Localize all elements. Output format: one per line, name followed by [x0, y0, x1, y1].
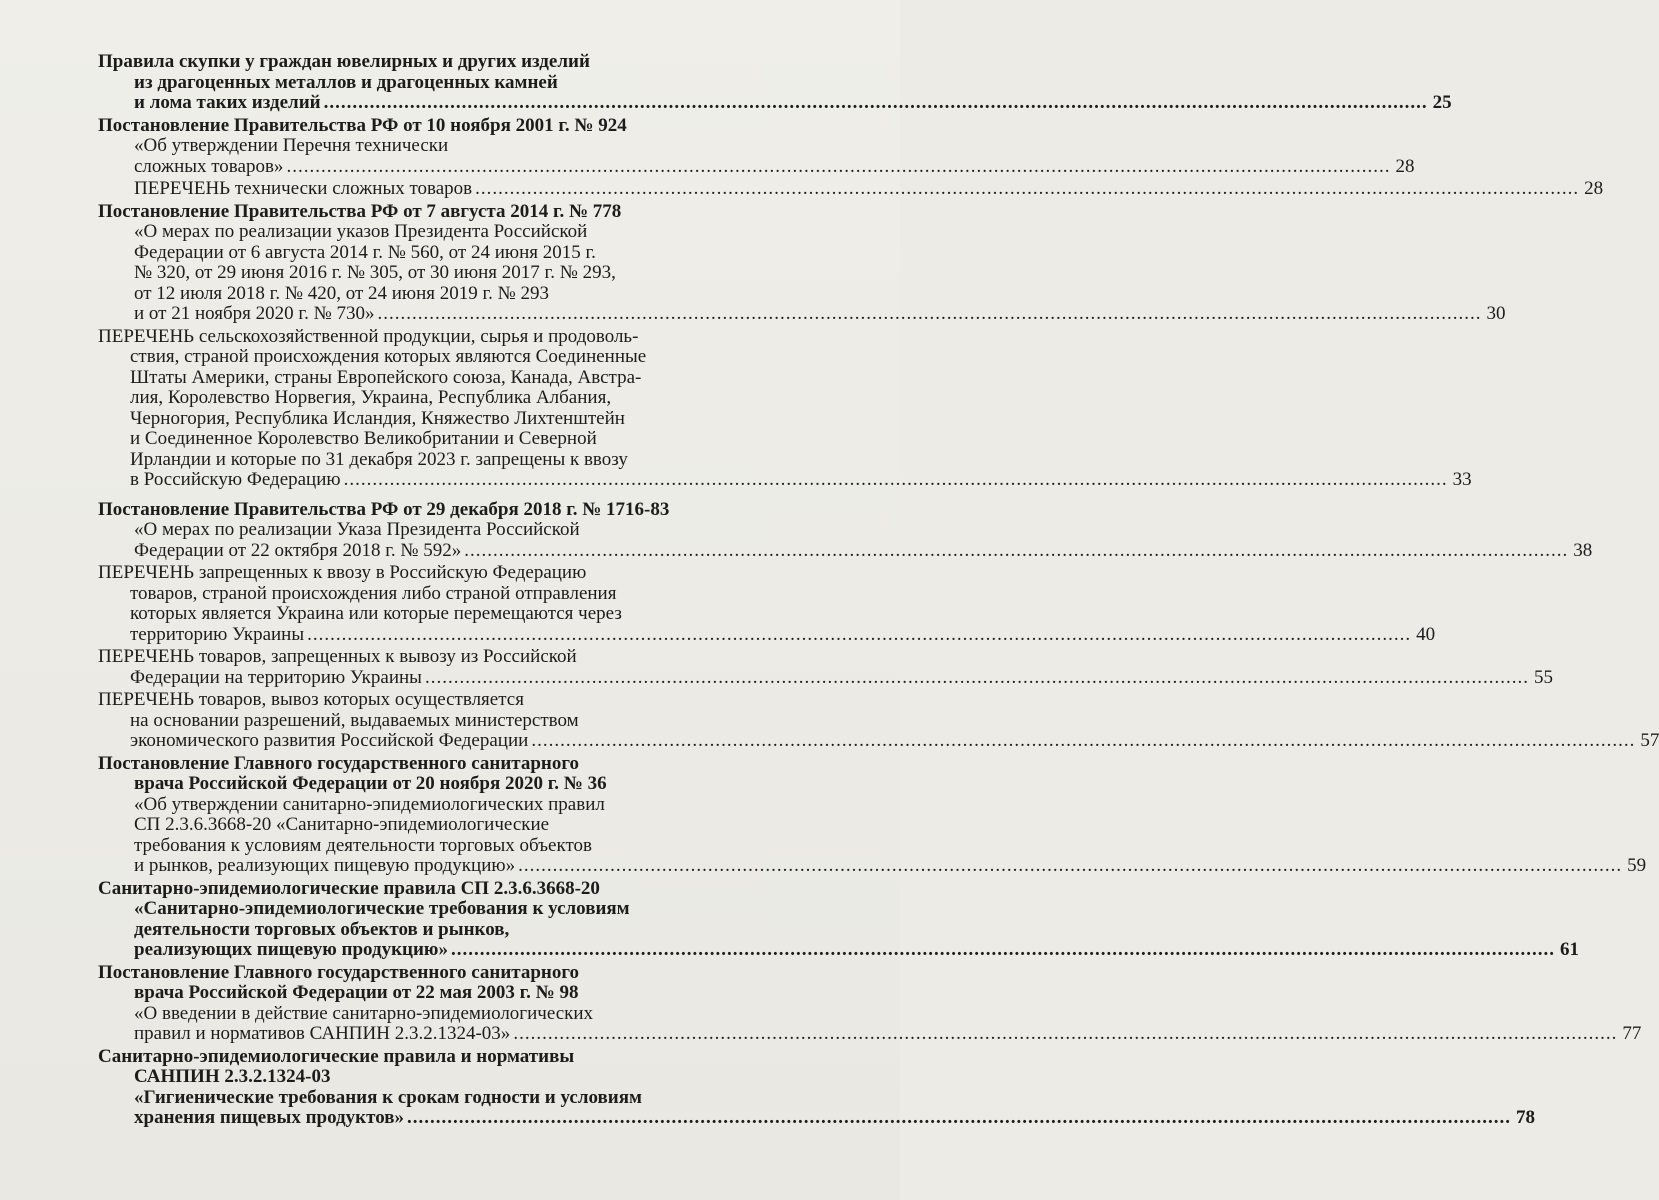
toc-line [98, 836, 868, 857]
toc-line [98, 711, 868, 732]
toc-line [98, 409, 868, 430]
toc-line-text: ПЕРЕЧЕНЬ технически сложных товаров [134, 178, 473, 199]
toc-line-text: Санитарно-эпидемиологические правила и нормативы [98, 1045, 575, 1067]
toc-line [98, 983, 868, 1004]
toc-line-text: врача Российской Федерации от 20 ноября 2020 г. № 36 [134, 773, 607, 794]
toc-line-text: сложных товаров» [134, 155, 284, 177]
toc-line [98, 155, 1415, 178]
toc-line [98, 879, 868, 900]
toc-line [98, 1023, 1642, 1045]
page-number: 59 [1627, 855, 1647, 876]
toc-line-text: Черногория, Республика Исландия, Княжество Лихтенштейн [130, 407, 625, 429]
toc-line-text: Правила скупки у граждан ювелирных и других изделий [98, 51, 590, 72]
toc-line [98, 520, 868, 541]
page-number: 33 [1452, 469, 1472, 490]
toc-line-text: Постановление Правительства РФ от 7 августа 2014 г. № 778 [98, 200, 622, 222]
toc-line [98, 1004, 868, 1025]
toc-line-text: ПЕРЕЧЕНЬ запрещенных к ввозу в Российскую Федерацию [98, 562, 587, 583]
page-number: 38 [1573, 539, 1593, 561]
toc-line-text: территорию Украины [130, 623, 305, 645]
toc-line [98, 754, 868, 775]
dot-leader [344, 470, 1448, 491]
page-number: 57 [1640, 730, 1659, 751]
toc-entry [98, 689, 1659, 752]
toc-entry [98, 961, 1642, 1045]
toc-line-text: Ирландии и которые по 31 декабря 2023 г. запрещены к ввозу [130, 448, 628, 470]
toc-line-text: экономического развития Российской Федерации [130, 730, 529, 751]
toc-line-text: и лома таких изделий [134, 92, 321, 113]
dot-leader [513, 1024, 1617, 1045]
toc-line [98, 222, 868, 243]
toc-line [98, 963, 868, 984]
toc-entry [98, 646, 1553, 688]
toc-entry [98, 562, 1436, 645]
toc-line [98, 584, 868, 605]
toc-line [98, 774, 868, 795]
toc-line-text: СП 2.3.6.3668-20 «Санитарно-эпидемиологические [134, 814, 550, 835]
toc-line [98, 450, 868, 471]
toc-line-text: от 12 июля 2018 г. № 420, от 24 июня 2019 г. № 293 [134, 282, 550, 304]
toc-line [98, 730, 1659, 752]
toc-line-text: ПЕРЕЧЕНЬ товаров, запрещенных к вывозу из Российской [98, 646, 577, 667]
toc-line-text: деятельности торговых объектов и рынков, [134, 918, 510, 940]
toc-line-text: требования к условиям деятельности торговых объектов [134, 834, 592, 856]
toc-entry [98, 498, 1593, 562]
dot-leader [407, 1108, 1511, 1129]
toc-line [98, 690, 868, 711]
dot-leader [475, 179, 1579, 200]
toc-line-text: «Санитарно-эпидемиологические требования к условиям [134, 898, 630, 919]
toc-line [98, 563, 868, 584]
page-number: 25 [1432, 92, 1452, 113]
table-of-contents [98, 51, 1659, 1131]
toc-line-text: Штаты Америки, страны Европейского союза, Канада, Австра- [130, 366, 642, 388]
dot-leader [464, 541, 1568, 562]
dot-leader [518, 856, 1622, 877]
toc-line-text: лия, Королевство Норвегия, Украина, Республика Албания, [130, 387, 612, 408]
toc-line-text: и рынков, реализующих пищевую продукцию» [134, 855, 516, 876]
toc-line-text: № 320, от 29 июня 2016 г. № 305, от 30 июня 2017 г. № 293, [134, 262, 616, 283]
dot-leader [286, 157, 1390, 178]
dot-leader [451, 940, 1555, 961]
toc-line-text: «Гигиенические требования к срокам годности и условиям [134, 1086, 642, 1108]
toc-line-text: Постановление Главного государственного санитарного [98, 752, 580, 774]
dot-leader [425, 668, 1529, 689]
toc-line [98, 899, 868, 920]
toc-line-text: «О мерах по реализации указов Президента Российской [134, 221, 588, 242]
toc-line-text: «Об утверждении Перечня технически [134, 135, 449, 156]
toc-line [98, 178, 1604, 200]
toc-line-text: которых является Украина или которые перемещаются через [130, 603, 622, 624]
page-number: 40 [1416, 623, 1436, 645]
page-number: 77 [1622, 1023, 1642, 1044]
toc-line-text: ПЕРЕЧЕНЬ товаров, вывоз которых осуществляется [98, 689, 524, 710]
toc-line-text: врача Российской Федерации от 22 мая 2003 г. № 98 [134, 982, 579, 1003]
toc-line-text: Постановление Правительства РФ от 29 декабря 2018 г. № 1716-83 [98, 498, 670, 520]
toc-entry [98, 114, 1415, 178]
dot-leader [377, 304, 1481, 325]
toc-line-text: ствия, страной происхождения которых являются Соединенные [130, 346, 647, 367]
toc-line-text: Постановление Правительства РФ от 10 ноября 2001 г. № 924 [98, 114, 627, 136]
toc-line [98, 1107, 1535, 1129]
page-number: 55 [1533, 666, 1553, 688]
toc-line-text: «Об утверждении санитарно-эпидемиологических правил [134, 793, 605, 815]
toc-line [98, 73, 868, 94]
dot-leader [324, 93, 1428, 114]
toc-line [98, 1047, 868, 1068]
toc-line [98, 855, 1647, 877]
toc-line [98, 815, 868, 836]
dot-leader [307, 625, 1411, 646]
toc-line-text: реализующих пищевую продукцию» [134, 939, 448, 960]
toc-line [98, 263, 868, 284]
toc-line-text: ПЕРЕЧЕНЬ сельскохозяйственной продукции, сырья и продоволь- [98, 325, 639, 347]
toc-line-text: правил и нормативов САНПИН 2.3.2.1324-03» [134, 1023, 511, 1044]
toc-line-text: САНПИН 2.3.2.1324-03 [134, 1066, 331, 1087]
toc-line [98, 647, 868, 668]
toc-line [98, 388, 868, 409]
toc-line-text: «О мерах по реализации Указа Президента Российской [134, 519, 580, 540]
toc-line [98, 92, 1452, 114]
toc-line [98, 202, 868, 223]
toc-line [98, 347, 868, 368]
toc-line [98, 920, 868, 941]
toc-line [98, 500, 868, 521]
toc-line [98, 243, 868, 264]
toc-line-text: Федерации от 6 августа 2014 г. № 560, от 24 июня 2015 г. [134, 241, 596, 263]
toc-line [98, 327, 868, 348]
toc-line [98, 303, 1506, 325]
toc-line-text: в Российскую Федерацию [130, 469, 341, 490]
toc-line [98, 623, 1436, 646]
toc-line-text: «О введении в действие санитарно-эпидемиологических [134, 1002, 594, 1024]
toc-line-text: товаров, страной происхождения либо страной отправления [130, 582, 617, 604]
toc-line-text: на основании разрешений, выдаваемых министерством [130, 709, 579, 731]
toc-line [98, 52, 868, 73]
toc-line-text: хранения пищевых продуктов» [134, 1107, 404, 1128]
toc-line-text: Санитарно-эпидемиологические правила СП 2.3.6.3668-20 [98, 877, 600, 899]
toc-line-text: из драгоценных металлов и драгоценных камней [134, 71, 558, 93]
toc-line [98, 939, 1579, 961]
dot-leader [531, 731, 1635, 752]
toc-entry [98, 752, 1647, 877]
page-number: 78 [1515, 1107, 1535, 1128]
toc-entry [98, 200, 1506, 325]
toc-line [98, 1088, 868, 1109]
toc-entry [98, 1045, 1535, 1129]
toc-line-text: Постановление Главного государственного санитарного [98, 961, 580, 983]
page-number: 28 [1395, 155, 1415, 177]
toc-entry [98, 51, 1452, 114]
toc-line [98, 539, 1593, 562]
toc-entry [98, 178, 1604, 200]
toc-line [98, 368, 868, 389]
page-number: 30 [1486, 303, 1506, 324]
page-number: 28 [1584, 178, 1604, 199]
toc-line-text: Федерации от 22 октября 2018 г. № 592» [134, 539, 462, 561]
toc-entry [98, 325, 1472, 491]
toc-line-text: Федерации на территорию Украины [130, 666, 422, 688]
toc-line-text: и от 21 ноября 2020 г. № 730» [134, 303, 375, 324]
toc-line [98, 469, 1472, 491]
toc-entry [98, 877, 1579, 961]
toc-line-text: и Соединенное Королевство Великобритании и Северной [130, 428, 597, 449]
toc-line [98, 795, 868, 816]
toc-line [98, 116, 868, 137]
toc-line [98, 666, 1553, 689]
page-number: 61 [1559, 939, 1579, 960]
toc-line [98, 604, 868, 625]
toc-line [98, 429, 868, 450]
toc-line [98, 1067, 868, 1088]
toc-line [98, 284, 868, 305]
toc-line [98, 136, 868, 157]
